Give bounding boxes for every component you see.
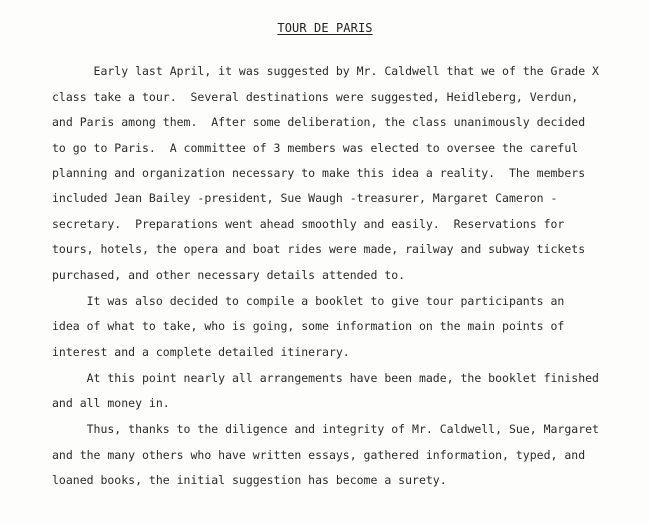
text-line: At this point nearly all arrangements have been made, the booklet finished [52, 371, 599, 385]
text-line: to go to Paris. A committee of 3 members was elected to oversee the careful [52, 141, 579, 155]
text-line: It was also decided to compile a booklet to give tour participants an [52, 294, 565, 308]
text-line: purchased, and other necessary details attended to. [52, 268, 406, 282]
text-line: interest and a complete detailed itinerary. [52, 345, 350, 359]
text-line: and all money in. [52, 396, 170, 410]
text-line: Thus, thanks to the diligence and integrity of Mr. Caldwell, Sue, Margaret [52, 422, 599, 436]
text-line: secretary. Preparations went ahead smoothly and easily. Reservations for [52, 217, 565, 231]
document-title: TOUR DE PARIS [277, 21, 373, 35]
text-line: and the many others who have written essays, gathered information, typed, and [52, 448, 586, 462]
text-line: tours, hotels, the opera and boat rides were made, railway and subway tickets [52, 242, 586, 256]
text-line: class take a tour. Several destinations were suggested, Heidleberg, Verdun, [52, 90, 579, 104]
text-line: idea of what to take, who is going, some information on the main points of [52, 319, 565, 333]
text-line: loaned books, the initial suggestion has become a surety. [52, 473, 447, 487]
text-line: Early last April, it was suggested by Mr. Caldwell that we of the Grade X [52, 64, 599, 78]
text-line: planning and organization necessary to make this idea a reality. The members [52, 166, 586, 180]
text-line: included Jean Bailey -president, Sue Waugh -treasurer, Margaret Cameron - [52, 191, 558, 205]
text-line: and Paris among them. After some deliberation, the class unanimously decided [52, 115, 586, 129]
